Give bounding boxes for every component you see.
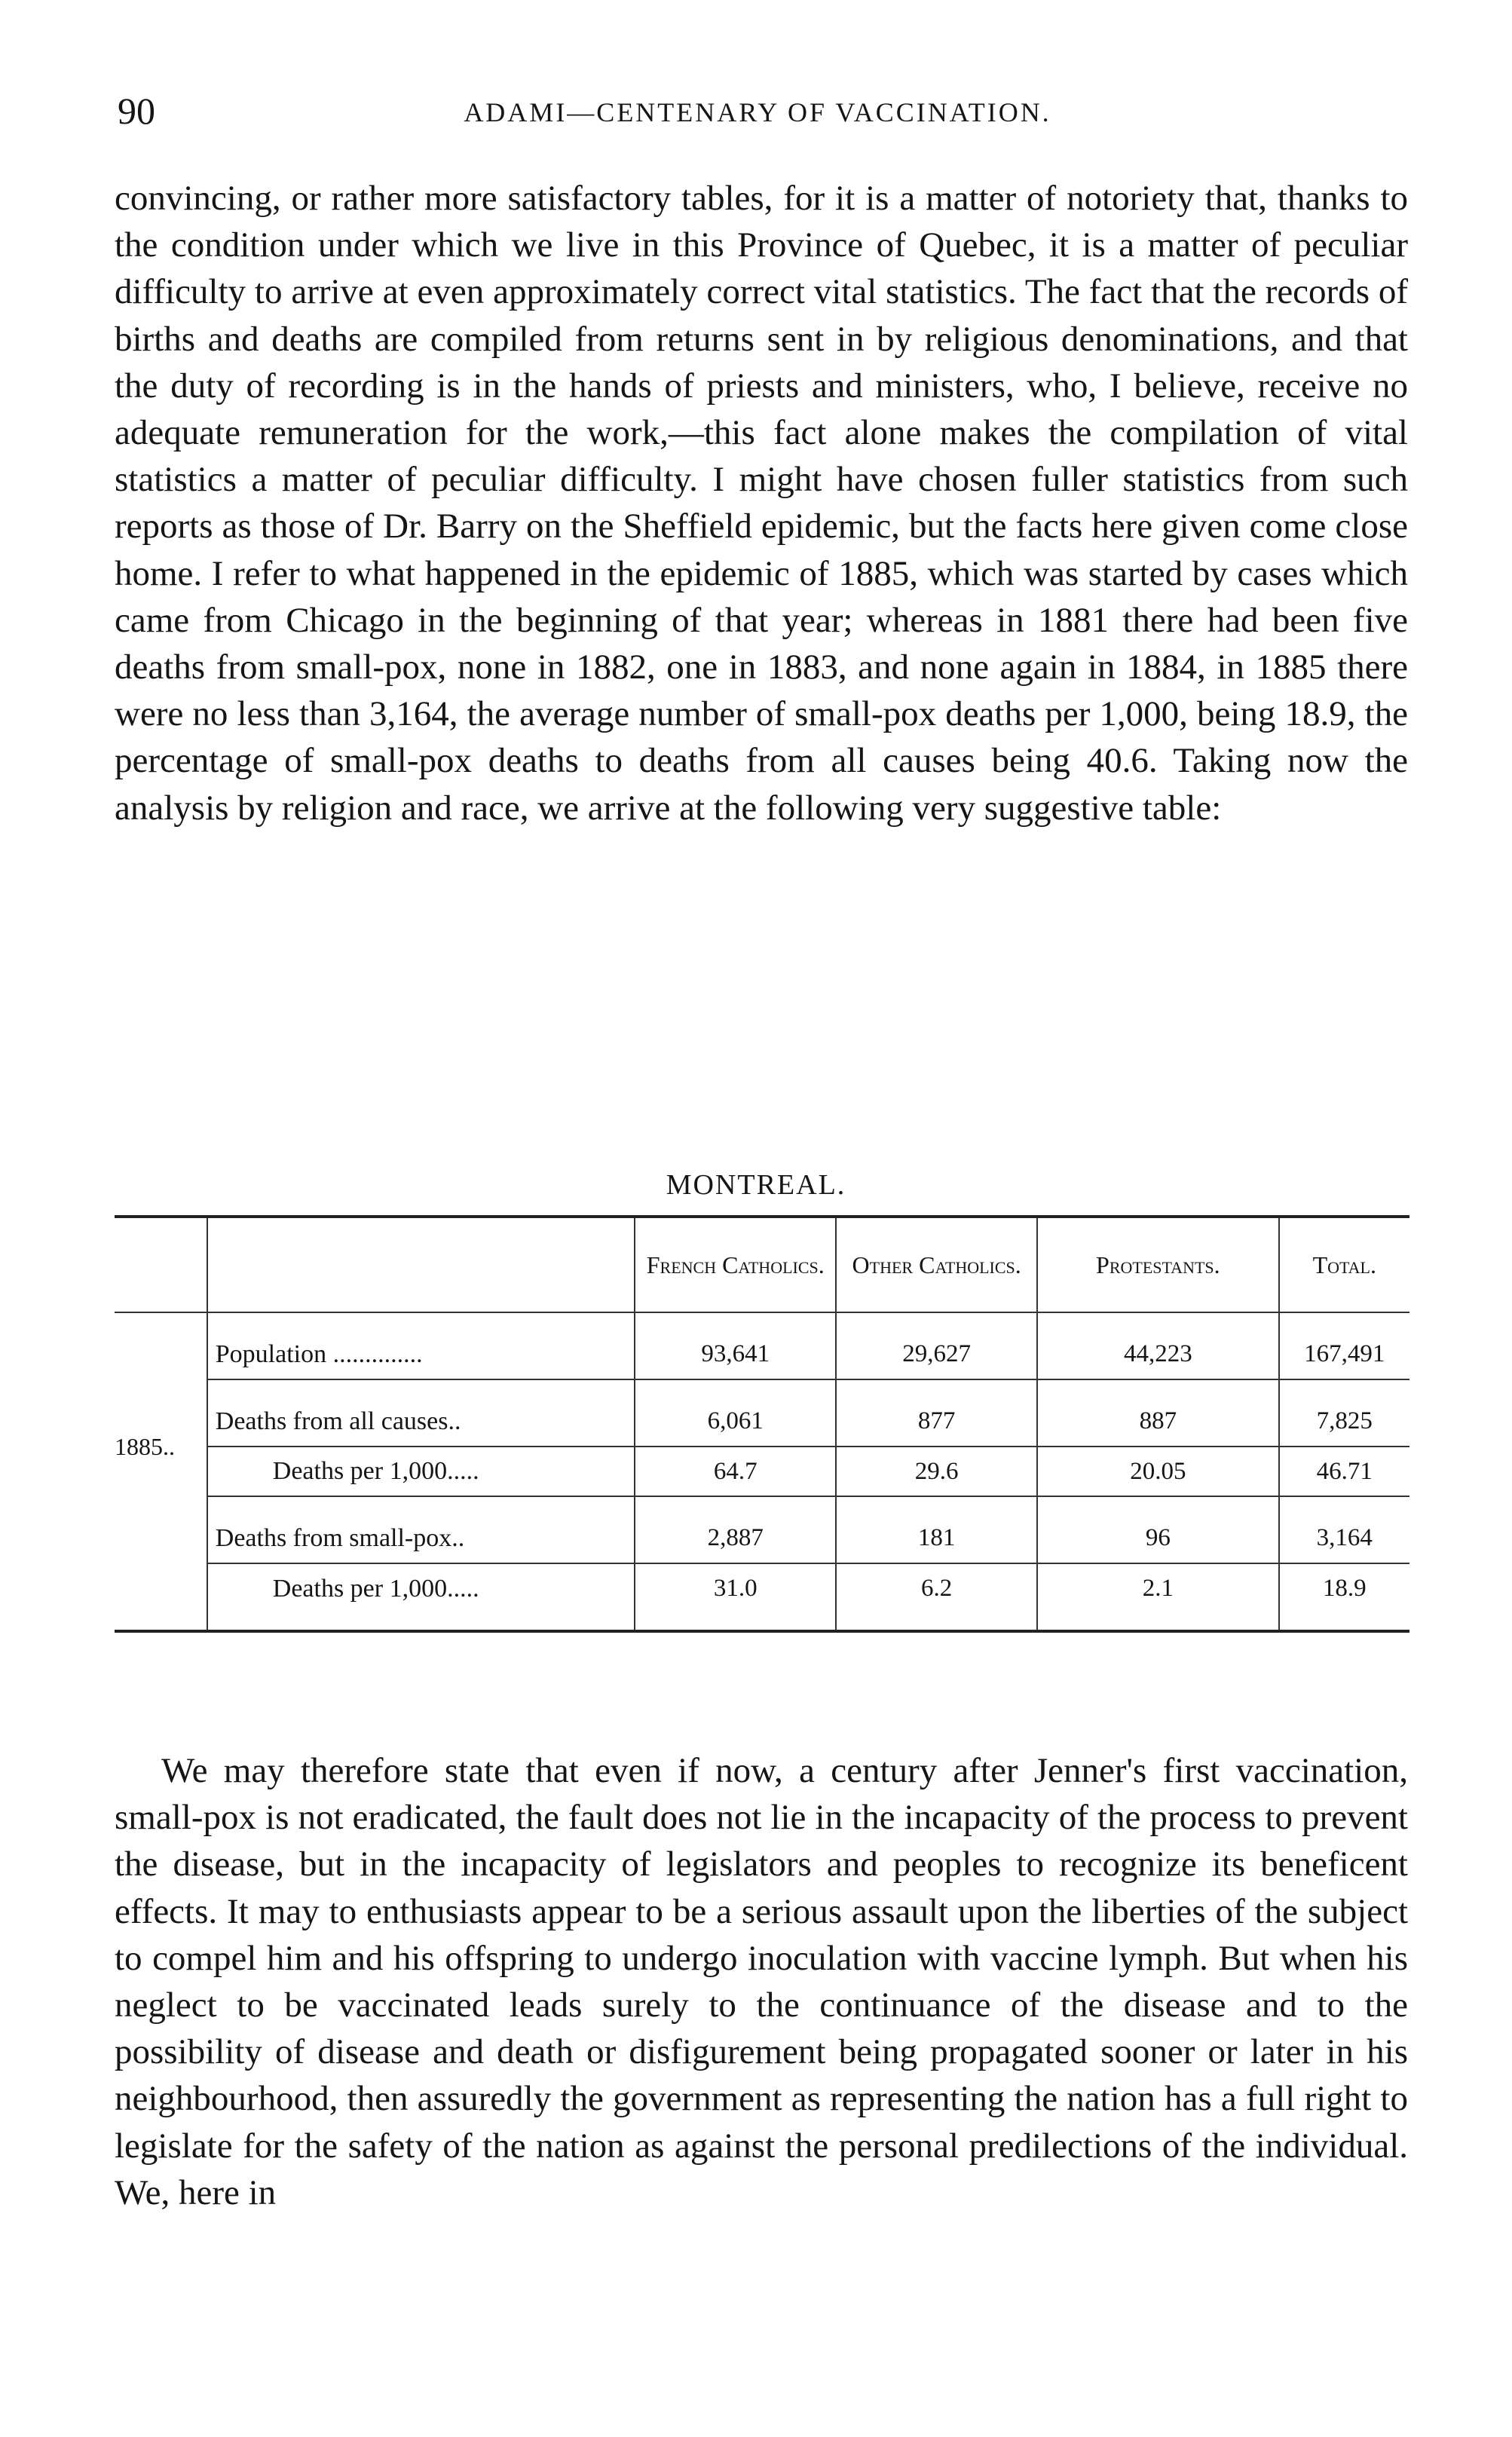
statistics-table	[115, 1215, 1409, 1633]
body-paragraph-1: convincing, or rather more satisfactory tables, for it is a matter of notoriety that, thanks to the condition under which we live in this Province of Quebec, it is a matter of peculiar difficulty to arrive at even approximately correct vital statistics. The fact that the records of births and deaths are compiled from returns sent in by religious denominations, and that the duty of recording is in the hands of priests and ministers, who, I believe, receive no adequate remuneration for the work,—this fact alone makes the compilation of vital statistics a matter of peculiar difficulty. I might have chosen fuller statistics from such reports as those of Dr. Barry on the Sheffield epidemic, but the facts here given come close home. I refer to what happened in the epidemic of 1885, which was started by cases which came from Chicago in the beginning of that year; whereas in 1881 there had been five deaths from small-pox, none in 1882, one in 1883, and none again in 1884, in 1885 there were no less than 3,164, the average number of small-pox deaths per 1,000, being 18.9, the percentage of small-pox deaths to deaths from all causes being 40.6. Taking now the analysis by religion and race, we arrive at the following very suggestive table:	[115, 179, 1408, 828]
table-cell: 167,491	[1279, 1330, 1409, 1379]
table-row	[115, 1447, 1409, 1496]
table-cell: 29,627	[836, 1330, 1037, 1379]
table-cell: 64.7	[635, 1447, 836, 1496]
row-label: Deaths per 1,000.....	[207, 1447, 635, 1496]
table-cell: 6.2	[836, 1563, 1037, 1613]
table-cell: 18.9	[1279, 1563, 1409, 1613]
page-number: 90	[118, 90, 155, 132]
table-cell: 2.1	[1037, 1563, 1278, 1613]
row-label: Deaths from all causes..	[207, 1397, 635, 1447]
row-label: Deaths from small-pox..	[207, 1514, 635, 1563]
table-row	[115, 1330, 1409, 1379]
table-row	[115, 1514, 1409, 1563]
column-header: Other Catholics.	[836, 1217, 1037, 1312]
table-cell: 2,887	[635, 1514, 836, 1563]
row-label: Deaths per 1,000.....	[207, 1563, 635, 1613]
year-label: 1885..	[115, 1432, 175, 1460]
running-title: ADAMI—CENTENARY OF VACCINATION.	[464, 97, 1051, 127]
table-header-row	[115, 1217, 1409, 1312]
column-header: French Catholics.	[635, 1217, 836, 1312]
running-header	[106, 89, 1409, 134]
table-cell: 96	[1037, 1514, 1278, 1563]
table-cell: 20.05	[1037, 1447, 1278, 1496]
table-row	[115, 1563, 1409, 1613]
table-cell: 877	[836, 1397, 1037, 1447]
table-cell: 31.0	[635, 1563, 836, 1613]
table-cell: 7,825	[1279, 1397, 1409, 1447]
table-cell: 44,223	[1037, 1330, 1278, 1379]
table-cell: 887	[1037, 1397, 1278, 1447]
table-cell: 181	[836, 1514, 1037, 1563]
table-row	[115, 1397, 1409, 1447]
body-paragraph-2: We may therefore state that even if now, a century after Jenner's first vaccination, small-pox is not eradicated, the fault does not lie in the incapacity of the process to prevent the disease, but in the incapacity of legislators and peoples to recognize its beneficent effects. It may to enthusiasts appear to be a serious assault upon the liberties of the subject to compel him and his offspring to undergo inoculation with vaccine lymph. But when his neglect to be vaccinated leads surely to the continuance of the disease and to the possibility of disease and death or disfigurement being propagated sooner or later in his neighbourhood, then assuredly the government as representing the nation has a full right to legislate for the safety of the nation as against the personal predilections of the individual. We, here in	[115, 1751, 1408, 2212]
table-cell: 6,061	[635, 1397, 836, 1447]
column-header: Total.	[1279, 1217, 1409, 1312]
table-cell: 3,164	[1279, 1514, 1409, 1563]
table-caption: MONTREAL.	[666, 1169, 846, 1201]
row-label: Population ..............	[207, 1330, 635, 1379]
table-cell: 93,641	[635, 1330, 836, 1379]
column-header: Protestants.	[1037, 1217, 1278, 1312]
table-cell: 46.71	[1279, 1447, 1409, 1496]
table-cell: 29.6	[836, 1447, 1037, 1496]
